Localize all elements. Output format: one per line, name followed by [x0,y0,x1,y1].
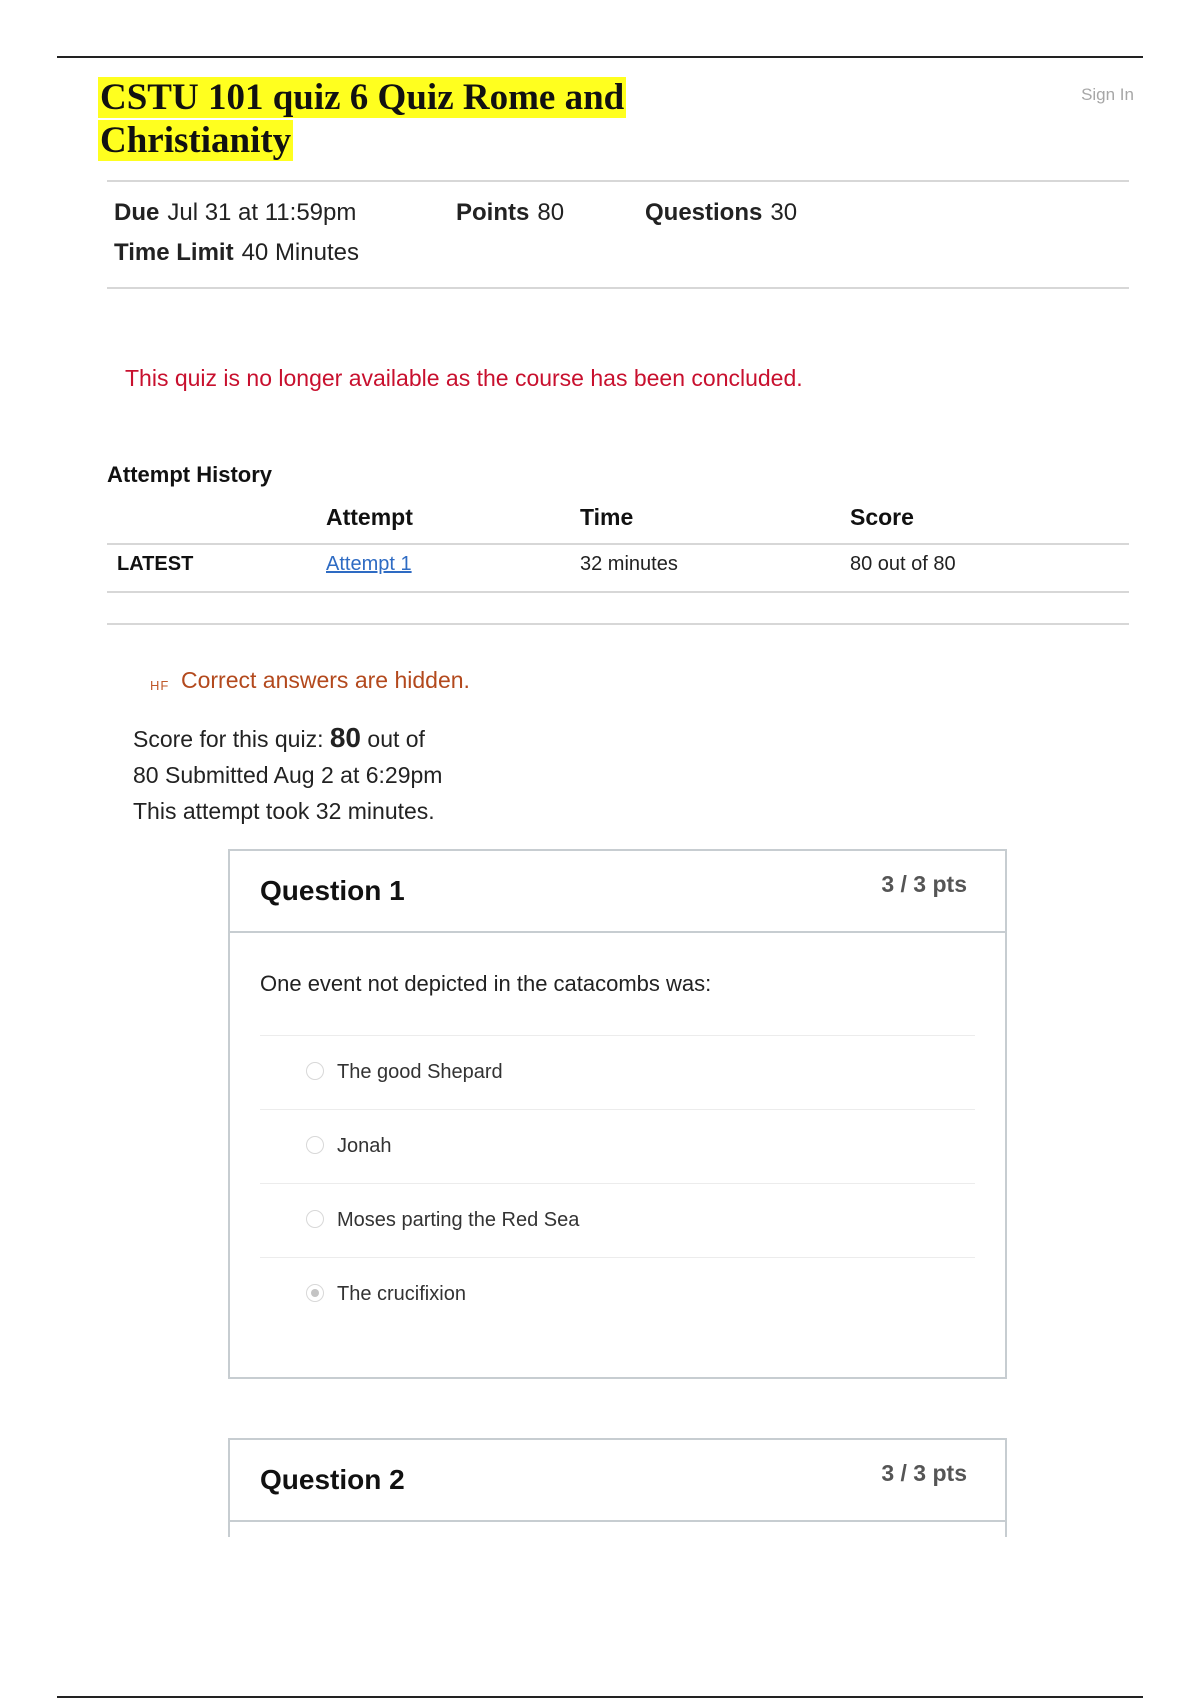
table-row-divider [107,591,1129,593]
question-points: 3 / 3 pts [881,871,967,897]
column-header-time: Time [580,504,634,530]
correct-answers-hidden-note: Correct answers are hidden. [181,667,470,693]
question-header [230,1440,1005,1522]
points-value: 80 [537,199,565,226]
answer-radio [306,1136,324,1154]
answer-option [260,1183,975,1257]
questions-value: 30 [770,199,798,226]
score-suffix: out of [367,726,425,752]
due-date [114,198,356,228]
sign-in-link[interactable]: Sign In [1081,85,1134,104]
answer-radio [306,1062,324,1080]
quiz-score-summary [133,720,493,829]
answer-radio-selected [306,1284,324,1302]
questions-label: Questions [645,199,763,226]
page-title [98,76,638,162]
answer-label: The crucifixion [337,1283,466,1305]
attempt-history-heading: Attempt History [107,462,273,487]
score-total-submitted: 80 Submitted Aug 2 at 6:29pm [133,762,443,788]
quiz-unavailable-notice: This quiz is no longer available as the course has been concluded. [125,365,803,391]
question-title: Question 1 [260,875,405,906]
column-header-score: Score [850,504,914,530]
due-value: Jul 31 at 11:59pm [167,199,357,226]
hidden-answers-icon: HF [150,678,170,693]
answer-option [260,1035,975,1109]
question-points: 3 / 3 pts [881,1460,967,1486]
column-header-attempt: Attempt [326,504,413,530]
answer-label: The good Shepard [337,1061,503,1083]
details-bottom-divider [107,287,1129,289]
question-card-2 [228,1438,1007,1537]
question-text: One event not depicted in the catacombs was: [260,971,712,996]
points-label: Points [456,199,530,226]
table-header-divider [107,543,1129,545]
top-rule [57,56,1143,58]
answer-radio [306,1210,324,1228]
row-score: 80 out of 80 [850,553,956,575]
score-prefix: Score for this quiz: [133,726,324,752]
question-count [645,198,797,228]
question-title: Question 2 [260,1464,405,1495]
row-time: 32 minutes [580,553,678,575]
answer-option [260,1257,975,1331]
time-limit-value: 40 Minutes [241,239,359,266]
answer-option [260,1109,975,1183]
answer-list [260,1035,975,1331]
answer-label: Jonah [337,1135,392,1157]
row-latest-label: LATEST [117,553,194,575]
question-header [230,851,1005,933]
score-value: 80 [329,722,362,753]
time-limit-label: Time Limit [114,239,234,266]
section-divider [107,623,1129,625]
details-top-divider [107,180,1129,182]
attempt-link[interactable]: Attempt 1 [326,553,412,575]
bottom-rule [57,1696,1143,1698]
attempt-cell [326,553,412,576]
points [456,198,564,228]
question-card-1 [228,849,1007,1379]
due-label: Due [114,199,160,226]
attempt-duration: This attempt took 32 minutes. [133,798,435,824]
page-title-text: CSTU 101 quiz 6 Quiz Rome and Christianity [100,77,625,161]
answer-label: Moses parting the Red Sea [337,1209,580,1231]
time-limit [114,238,359,268]
